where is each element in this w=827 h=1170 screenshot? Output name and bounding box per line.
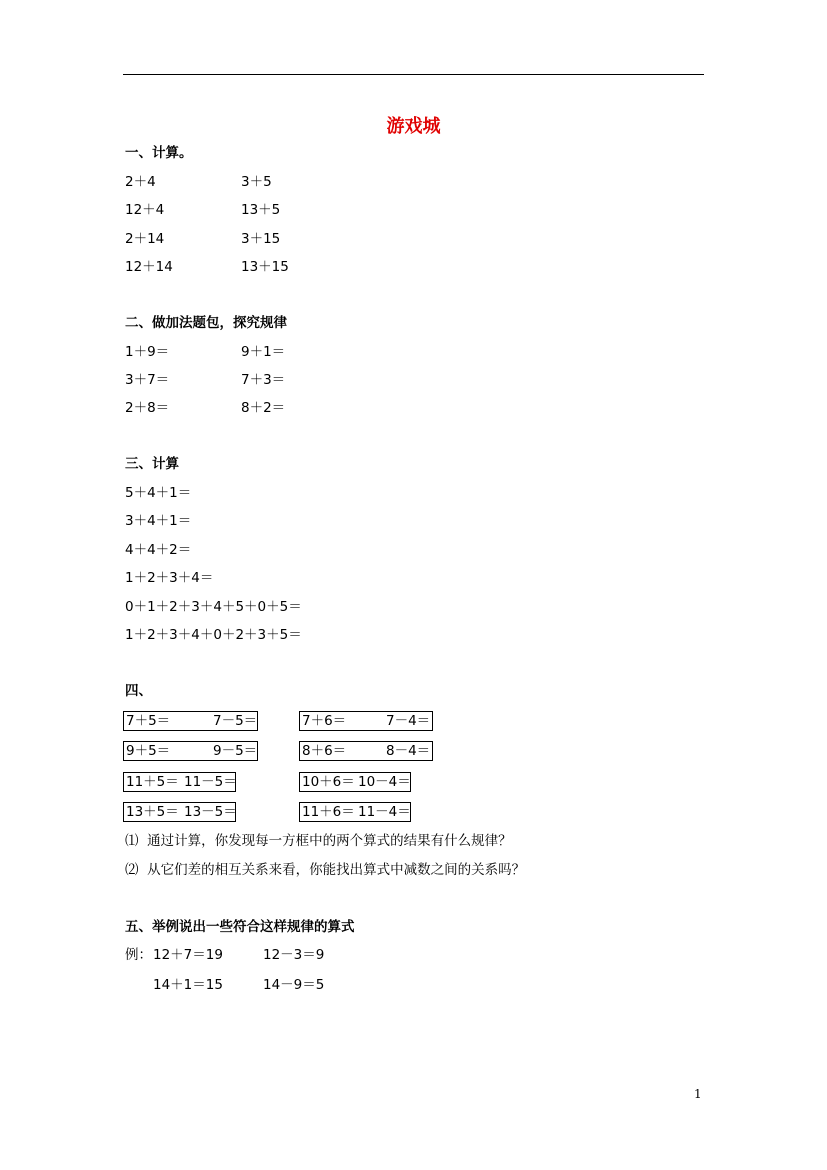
box-subtraction: 7－5＝ (213, 713, 258, 729)
s3-expr: 5＋4＋1＝ (125, 485, 192, 501)
equation-box (299, 772, 411, 792)
s2-expr: 2＋8＝ (125, 400, 170, 416)
equation-box (299, 741, 433, 761)
s1-expr: 2＋4 (125, 174, 156, 190)
box-addition: 11＋6＝ (302, 804, 355, 820)
question-1: ⑴ 通过计算，你发现每一方框中的两个算式的结果有什么规律？ (125, 833, 512, 849)
s1-expr: 3＋5 (241, 174, 272, 190)
equation-box (123, 802, 236, 822)
box-subtraction: 9－5＝ (213, 743, 258, 759)
box-addition: 7＋5＝ (126, 713, 171, 729)
box-subtraction: 11－4＝ (358, 804, 411, 820)
s2-expr: 7＋3＝ (241, 372, 286, 388)
box-addition: 7＋6＝ (302, 713, 347, 729)
equation-box (123, 772, 236, 792)
example-expr: 12－3＝9 (263, 947, 325, 963)
equation-box (299, 711, 433, 731)
s1-expr: 13＋15 (241, 259, 289, 275)
equation-box (123, 711, 258, 731)
s2-expr: 1＋9＝ (125, 344, 170, 360)
s1-expr: 2＋14 (125, 231, 165, 247)
page-number: 1 (694, 1087, 702, 1101)
box-addition: 9＋5＝ (126, 743, 171, 759)
s3-expr: 1＋2＋3＋4＋0＋2＋3＋5＝ (125, 627, 302, 643)
box-subtraction: 7－4＝ (386, 713, 431, 729)
s1-expr: 12＋14 (125, 259, 173, 275)
example-expr: 12＋7＝19 (153, 947, 223, 963)
box-addition: 10＋6＝ (302, 774, 355, 790)
s2-expr: 8＋2＝ (241, 400, 286, 416)
box-subtraction: 8－4＝ (386, 743, 431, 759)
s1-expr: 13＋5 (241, 202, 281, 218)
s3-expr: 0＋1＋2＋3＋4＋5＋0＋5＝ (125, 599, 302, 615)
section2-heading: 二、做加法题包，探究规律 (125, 315, 287, 331)
box-addition: 8＋6＝ (302, 743, 347, 759)
s1-expr: 3＋15 (241, 231, 281, 247)
s1-expr: 12＋4 (125, 202, 165, 218)
page-title: 游戏城 (386, 116, 441, 137)
header-rule (123, 74, 704, 75)
s3-expr: 4＋4＋2＝ (125, 542, 192, 558)
s2-expr: 3＋7＝ (125, 372, 170, 388)
s3-expr: 3＋4＋1＝ (125, 513, 192, 529)
box-subtraction: 10－4＝ (358, 774, 411, 790)
equation-box (299, 802, 411, 822)
box-addition: 11＋5＝ (126, 774, 179, 790)
example-expr: 14－9＝5 (263, 977, 325, 993)
section5-heading: 五、举例说出一些符合这样规律的算式 (125, 919, 355, 935)
equation-box (123, 741, 258, 761)
box-addition: 13＋5＝ (126, 804, 179, 820)
section4-heading: 四、 (125, 683, 152, 699)
question-2: ⑵ 从它们差的相互关系来看，你能找出算式中减数之间的关系吗？ (125, 862, 526, 878)
section1-heading: 一、计算。 (125, 145, 193, 161)
s3-expr: 1＋2＋3＋4＝ (125, 570, 214, 586)
s2-expr: 9＋1＝ (241, 344, 286, 360)
example-label: 例： (125, 947, 152, 963)
box-subtraction: 13－5＝ (184, 804, 237, 820)
example-expr: 14＋1＝15 (153, 977, 223, 993)
box-subtraction: 11－5＝ (184, 774, 237, 790)
section3-heading: 三、计算 (125, 456, 179, 472)
